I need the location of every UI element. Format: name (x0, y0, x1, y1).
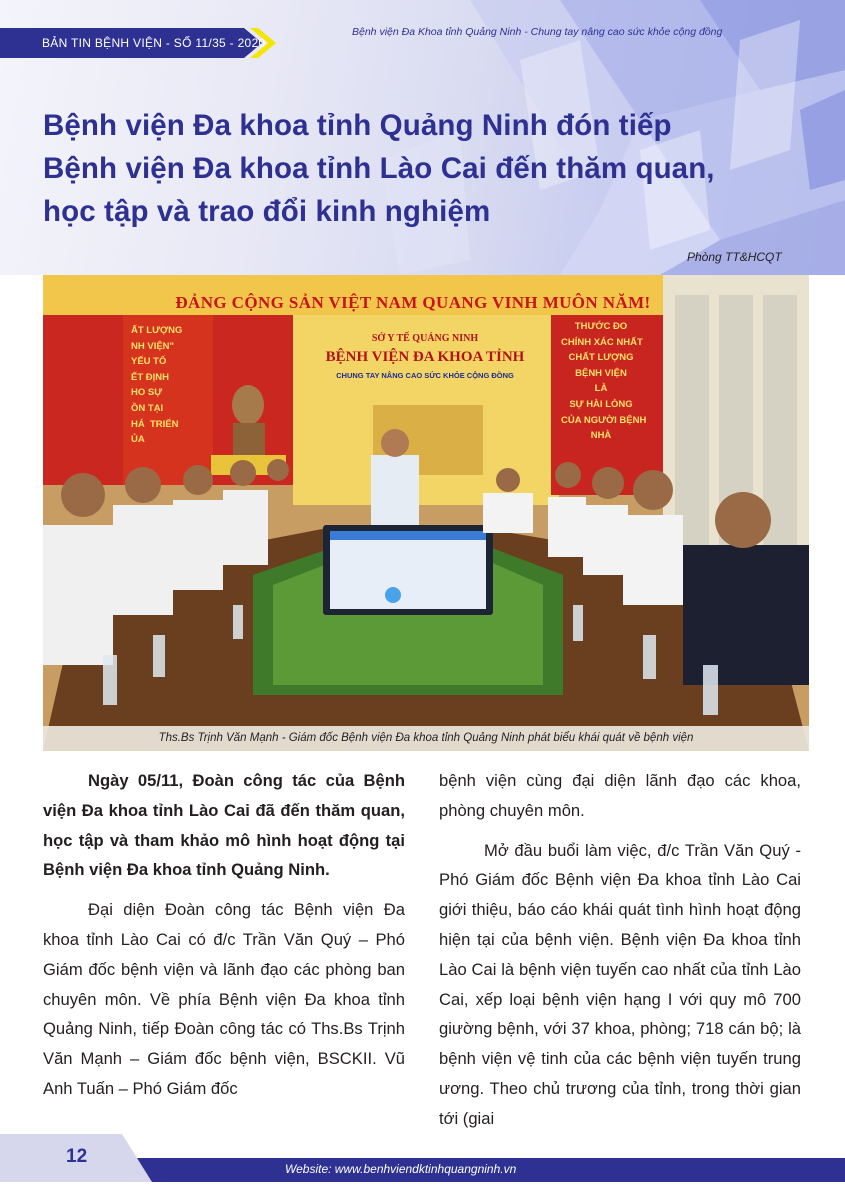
article-title-line: Bệnh viện Đa khoa tỉnh Quảng Ninh đón tiếp (43, 109, 672, 142)
footer-website: Website: www.benhviendktinhquangninh.vn (285, 1162, 517, 1176)
photo-left-panel-slogan: ẤT LƯỢNG NH VIỆN" YẾU TỐ ẾT ĐỊNH HO SỰ ỒN TẠI HÁ TRIỂN ỦA (131, 325, 183, 446)
article-title (43, 104, 823, 233)
header-tagline: Bệnh viện Đa Khoa tỉnh Quảng Ninh - Chung tay nâng cao sức khỏe cộng đồng (352, 26, 723, 38)
photo-sign-hospital: BỆNH VIỆN ĐA KHOA TỈNH (325, 349, 525, 365)
article-lead-paragraph: Ngày 05/11, Đoàn công tác của Bệnh viện Đa khoa tỉnh Lào Cai đã đến thăm quan, học tập và tham khảo mô hình hoạt động tại Bệnh viện Đa khoa tỉnh Quảng Ninh. (43, 771, 405, 880)
article-column-left (43, 766, 405, 1114)
photo-sign-department: SỞ Y TẾ QUẢNG NINH (371, 333, 479, 344)
photo-right-panel-slogan: THƯỚC ĐO CHÍNH XÁC NHẤT CHẤT LƯỢNG BỆNH VIỆN LÀ SỰ HÀI LÒNG CỦA NGƯỜI BỆNH NHÀ (561, 321, 647, 442)
article-paragraph: Mở đầu buổi làm việc, đ/c Trần Văn Quý - Phó Giám đốc Bệnh viện Đa khoa tỉnh Lào Cai giới thiệu, báo cáo khái quát tình hình hoạt động hiện tại của bệnh viện. Bệnh viện Đa khoa tỉnh Lào Cai là bệnh viện tuyến cao nhất của tỉnh Lào Cai, xếp loại bệnh viện hạng I với quy mô 700 giường bệnh, với 37 khoa, phòng; 718 cán bộ; là bệnh viện vệ tinh của các bệnh viện tuyến trung ương. Theo chủ trương của tỉnh, trong thời gian tới (giai (439, 840, 801, 1128)
article-title-line: Bệnh viện Đa khoa tỉnh Lào Cai đến thăm quan, (43, 152, 715, 185)
photo-sign-motto: CHUNG TAY NÂNG CAO SỨC KHỎE CỘNG ĐỒNG (336, 371, 514, 380)
article-paragraph: Đại diện Đoàn công tác Bệnh viện Đa khoa tỉnh Lào Cai có đ/c Trần Văn Quý – Phó Giám đốc bệnh viện và lãnh đạo các phòng ban chuyên môn. Về phía Bệnh viện Đa khoa tỉnh Quảng Ninh, tiếp Đoàn công tác có Ths.Bs Trịnh Văn Mạnh – Giám đốc bệnh viện, BSCKII. Vũ Anh Tuấn – Phó Giám đốc (43, 900, 405, 1098)
photo-banner-slogan: ĐẢNG CỘNG SẢN VIỆT NAM QUANG VINH MUÔN NĂM! (175, 293, 651, 312)
article-photo (43, 275, 809, 751)
article-paragraph-continued: bệnh viện cùng đại diện lãnh đạo các khoa, phòng chuyên môn. (439, 771, 801, 820)
page-number: 12 (66, 1146, 88, 1167)
article-title-line: học tập và trao đổi kinh nghiệm (43, 195, 491, 228)
issue-label: BẢN TIN BỆNH VIỆN - SỐ 11/35 - 2020 (42, 36, 266, 50)
photo-caption: Ths.Bs Trịnh Văn Mạnh - Giám đốc Bệnh viện Đa khoa tỉnh Quảng Ninh phát biểu khái quát về bệnh viện (43, 726, 809, 751)
article-column-right (439, 766, 801, 1144)
article-byline: Phòng TT&HCQT (687, 250, 782, 264)
